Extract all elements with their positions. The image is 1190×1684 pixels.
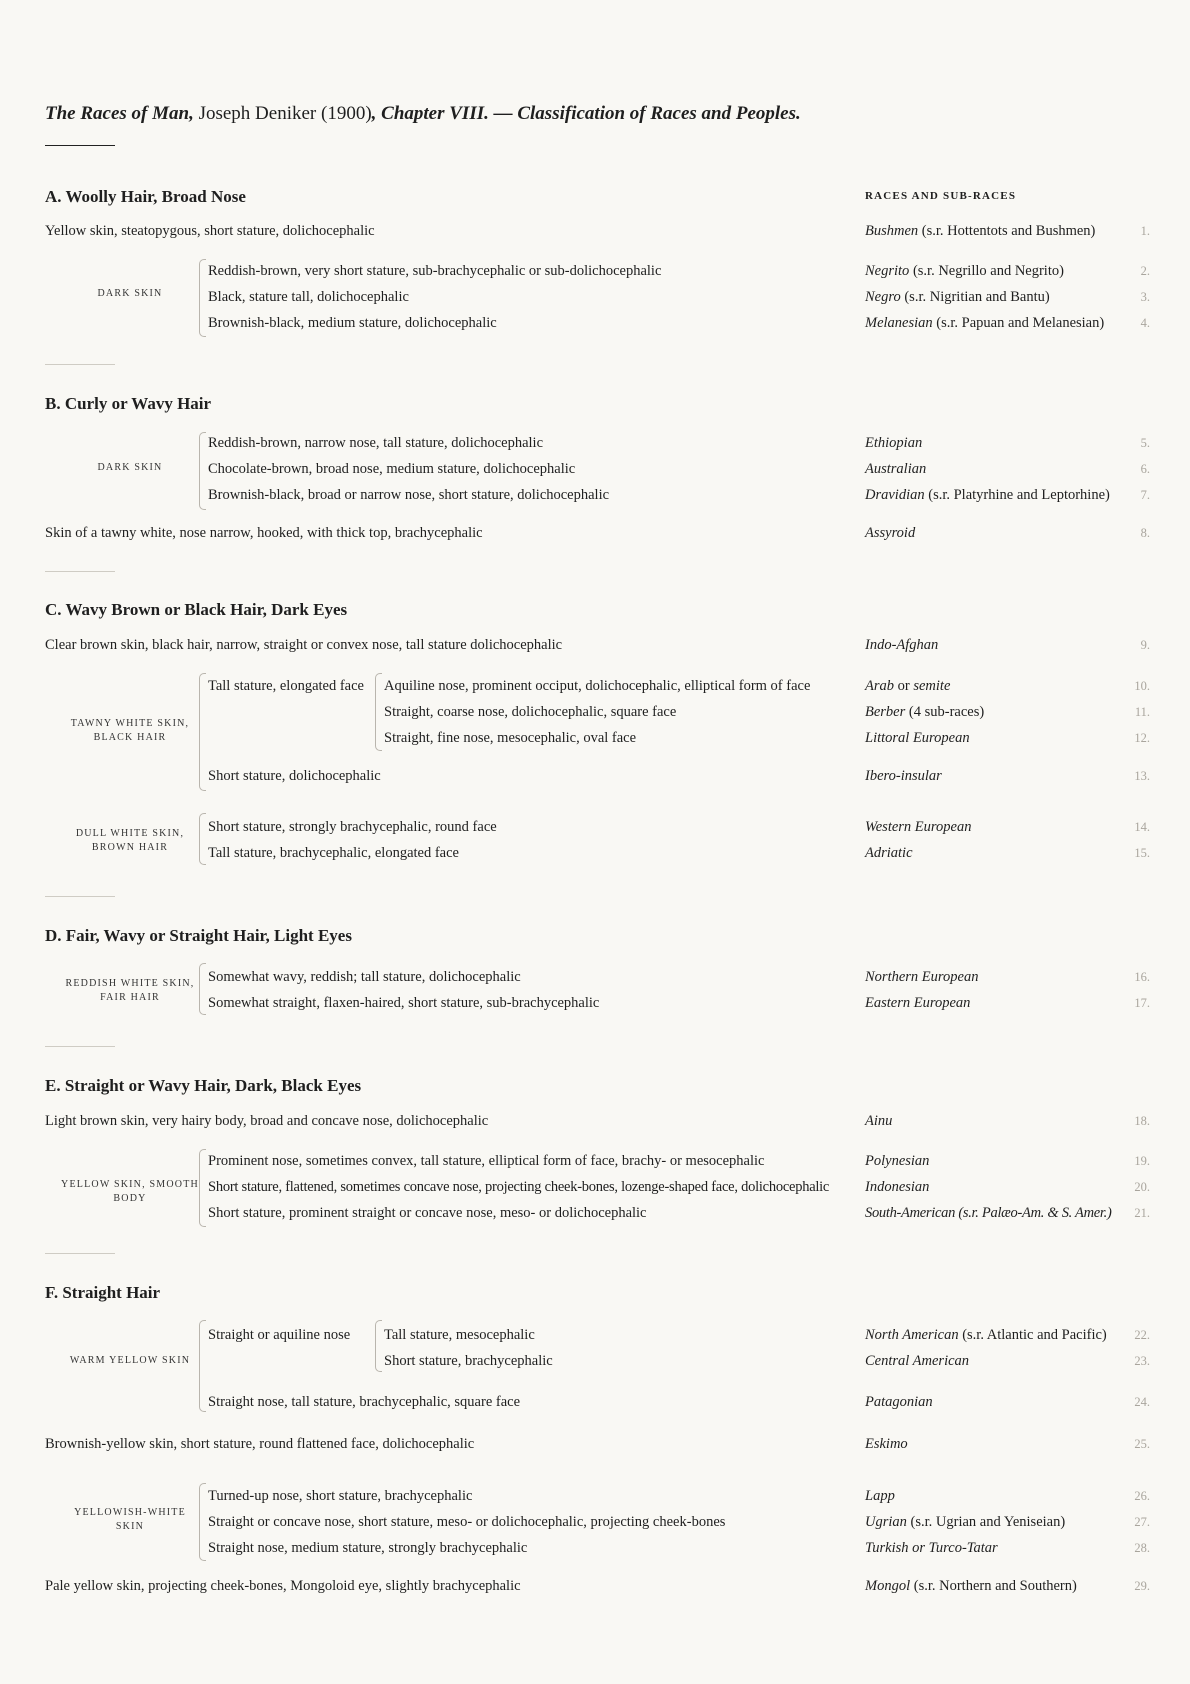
race-subraces: (s.r. Nigritian and Bantu)	[900, 289, 1050, 305]
group-label-tawny-white: TAWNY WHITE SKIN, BLACK HAIR	[70, 718, 190, 743]
race-number-18: 18.	[1134, 1114, 1150, 1128]
race-4	[865, 313, 1104, 333]
bracket	[375, 1320, 382, 1372]
race-11	[865, 702, 984, 722]
race-name: Northern European	[865, 969, 979, 985]
desc-21: Short stature, prominent straight or concave nose, meso- or dolichocephalic	[208, 1205, 647, 1221]
race-subraces: (s.r. Ugrian and Yeniseian)	[906, 1514, 1066, 1530]
group-label-yellow-smooth: YELLOW SKIN, SMOOTH BODY	[61, 1179, 199, 1204]
group-label-warm-yellow: WARM YELLOW SKIN	[69, 1355, 191, 1366]
race-name: Melanesian	[865, 315, 933, 331]
race-number-22: 22.	[1134, 1328, 1150, 1342]
race-17	[865, 993, 970, 1013]
race-subraces: (s.r. Atlantic and Pacific)	[958, 1327, 1107, 1343]
race-2	[865, 261, 1064, 281]
race-number-7: 7.	[1140, 488, 1150, 502]
race-number-26: 26.	[1134, 1489, 1150, 1503]
race-12	[865, 728, 970, 748]
race-number-15: 15.	[1134, 846, 1150, 860]
desc-7: Brownish-black, broad or narrow nose, short stature, dolichocephalic	[208, 487, 610, 503]
race-27	[865, 1512, 1065, 1532]
race-number-29: 29.	[1134, 1579, 1150, 1593]
race-name: Adriatic	[865, 845, 913, 861]
race-name-alt: semite	[913, 678, 951, 694]
race-number-28: 28.	[1134, 1541, 1150, 1555]
desc-4: Brownish-black, medium stature, dolichocephalic	[208, 315, 497, 331]
race-name: Negrito	[865, 263, 910, 279]
desc-18: Light brown skin, very hairy body, broad and concave nose, dolichocephalic	[45, 1113, 489, 1129]
section-e-heading: E. Straight or Wavy Hair, Dark, Black Eyes	[45, 1076, 362, 1095]
race-number-27: 27.	[1134, 1515, 1150, 1529]
race-name: Central American	[865, 1353, 970, 1369]
race-name: Mongol	[865, 1578, 911, 1594]
race-number-24: 24.	[1134, 1395, 1150, 1409]
race-28	[865, 1538, 998, 1558]
subgroup-tall-elongated: Tall stature, elongated face	[208, 678, 364, 694]
section-f-heading: F. Straight Hair	[45, 1283, 161, 1302]
race-number-13: 13.	[1134, 769, 1150, 783]
desc-3: Black, stature tall, dolichocephalic	[208, 289, 409, 305]
race-number-20: 20.	[1134, 1180, 1150, 1194]
race-29	[865, 1576, 1077, 1596]
race-number-3: 3.	[1140, 290, 1150, 304]
race-1	[865, 221, 1095, 241]
desc-2: Reddish-brown, very short stature, sub-brachycephalic or sub-dolichocephalic	[208, 263, 662, 279]
desc-5: Reddish-brown, narrow nose, tall stature, dolichocephalic	[208, 435, 544, 451]
title-rule	[45, 145, 115, 146]
race-name: Eskimo	[865, 1436, 908, 1452]
bracket	[199, 259, 206, 337]
bracket	[199, 1320, 206, 1412]
desc-16: Somewhat wavy, reddish; tall stature, dolichocephalic	[208, 969, 521, 985]
bracket	[199, 1149, 206, 1227]
race-subraces: (s.r. Papuan and Melanesian)	[932, 315, 1105, 331]
race-name: Western European	[865, 819, 972, 835]
section-divider	[45, 364, 115, 365]
race-8	[865, 523, 915, 543]
race-7	[865, 485, 1110, 505]
race-25	[865, 1434, 908, 1454]
race-number-14: 14.	[1134, 820, 1150, 834]
desc-12: Straight, fine nose, mesocephalic, oval face	[384, 730, 637, 746]
race-18	[865, 1111, 892, 1131]
desc-11: Straight, coarse nose, dolichocephalic, square face	[384, 704, 677, 720]
section-a-heading: A. Woolly Hair, Broad Nose	[45, 187, 246, 206]
desc-26: Turned-up nose, short stature, brachycephalic	[208, 1488, 473, 1504]
race-name: Berber	[865, 704, 906, 720]
desc-22: Tall stature, mesocephalic	[384, 1327, 535, 1343]
race-number-23: 23.	[1134, 1354, 1150, 1368]
race-number-17: 17.	[1134, 996, 1150, 1010]
race-name: Australian	[865, 461, 927, 477]
race-24	[865, 1392, 933, 1412]
bracket	[199, 432, 206, 510]
race-name: Ugrian	[865, 1514, 907, 1530]
race-name: Ibero-insular	[865, 768, 942, 784]
desc-29: Pale yellow skin, projecting cheek-bones, Mongoloid eye, slightly brachycephalic	[45, 1578, 521, 1594]
desc-14: Short stature, strongly brachycephalic, round face	[208, 819, 497, 835]
race-name: Ethiopian	[865, 435, 923, 451]
race-name: Bushmen	[865, 223, 919, 239]
race-number-12: 12.	[1134, 731, 1150, 745]
desc-13: Short stature, dolichocephalic	[208, 768, 381, 784]
race-number-11: 11.	[1134, 705, 1150, 719]
bracket	[375, 673, 382, 751]
race-number-19: 19.	[1134, 1154, 1150, 1168]
subgroup-straight-aquiline: Straight or aquiline nose	[208, 1327, 351, 1343]
desc-9: Clear brown skin, black hair, narrow, straight or convex nose, tall stature dolichocephalic	[45, 637, 563, 653]
race-name: Negro	[865, 289, 901, 305]
group-label-yellowish-white: YELLOWISH-WHITE SKIN	[74, 1507, 186, 1532]
desc-10: Aquiline nose, prominent occiput, dolichocephalic, elliptical form of face	[384, 678, 811, 694]
section-d-heading: D. Fair, Wavy or Straight Hair, Light Eyes	[45, 926, 352, 945]
race-15	[865, 843, 913, 863]
section-divider	[45, 1253, 115, 1254]
race-name: Littoral European	[865, 730, 970, 746]
race-number-9: 9.	[1140, 638, 1150, 652]
bracket	[199, 963, 206, 1015]
chapter-title: , Chapter VIII. — Classification of Races and Peoples.	[371, 103, 801, 124]
group-label-dark-skin: DARK SKIN	[97, 462, 163, 473]
race-name: Arab	[865, 678, 894, 694]
race-16	[865, 967, 978, 987]
section-divider	[45, 896, 115, 897]
race-name: Assyroid	[865, 525, 916, 541]
desc-1: Yellow skin, steatopygous, short stature, dolichocephalic	[45, 223, 375, 239]
desc-17: Somewhat straight, flaxen-haired, short stature, sub-brachycephalic	[208, 995, 600, 1011]
race-name: South-American (s.r. Palæo-Am. & S. Amer.)	[865, 1205, 1112, 1221]
column-header: RACES AND SUB-RACES	[865, 190, 1017, 202]
race-22	[865, 1325, 1107, 1345]
race-number-6: 6.	[1140, 462, 1150, 476]
race-name: Dravidian	[865, 487, 925, 503]
section-b-heading: B. Curly or Wavy Hair	[45, 394, 212, 413]
desc-15: Tall stature, brachycephalic, elongated face	[208, 845, 459, 861]
race-subraces: (s.r. Hottentots and Bushmen)	[918, 223, 1096, 239]
page-title	[45, 100, 801, 128]
race-name: Indo-Afghan	[865, 637, 939, 653]
desc-27: Straight or concave nose, short stature, meso- or dolichocephalic, projecting cheek-bones	[208, 1514, 726, 1530]
race-3	[865, 287, 1050, 307]
race-name: Polynesian	[865, 1153, 930, 1169]
race-6	[865, 459, 926, 479]
race-13	[865, 766, 942, 786]
race-name: Indonesian	[865, 1179, 930, 1195]
bracket	[199, 1483, 206, 1561]
author-year: Joseph Deniker (1900)	[193, 103, 372, 124]
race-number-10: 10.	[1134, 679, 1150, 693]
race-subraces: (s.r. Northern and Southern)	[910, 1578, 1077, 1594]
race-5	[865, 433, 922, 453]
race-connector: or	[894, 678, 914, 694]
desc-25: Brownish-yellow skin, short stature, round flattened face, dolichocephalic	[45, 1436, 475, 1452]
desc-23: Short stature, brachycephalic	[384, 1353, 553, 1369]
race-21	[865, 1203, 1112, 1223]
desc-19: Prominent nose, sometimes convex, tall stature, elliptical form of face, brachy- or mesocephalic	[208, 1153, 765, 1169]
desc-8: Skin of a tawny white, nose narrow, hooked, with thick top, brachycephalic	[45, 525, 483, 541]
race-10	[865, 676, 950, 696]
race-9	[865, 635, 938, 655]
book-title: The Races of Man,	[45, 103, 194, 124]
race-subraces: (s.r. Negrillo and Negrito)	[909, 263, 1064, 279]
race-number-16: 16.	[1134, 970, 1150, 984]
race-name: Lapp	[865, 1488, 895, 1504]
desc-28: Straight nose, medium stature, strongly brachycephalic	[208, 1540, 528, 1556]
bracket	[199, 673, 206, 791]
desc-6: Chocolate-brown, broad nose, medium stature, dolichocephalic	[208, 461, 576, 477]
race-name: North American	[865, 1327, 959, 1343]
section-divider	[45, 571, 115, 572]
group-label-reddish-white: REDDISH WHITE SKIN, FAIR HAIR	[65, 978, 195, 1003]
race-number-8: 8.	[1140, 526, 1150, 540]
race-26	[865, 1486, 895, 1506]
section-c-heading: C. Wavy Brown or Black Hair, Dark Eyes	[45, 600, 348, 619]
race-name: Ainu	[865, 1113, 893, 1129]
race-number-5: 5.	[1140, 436, 1150, 450]
race-number-2: 2.	[1140, 264, 1150, 278]
race-19	[865, 1151, 929, 1171]
race-name: Patagonian	[865, 1394, 933, 1410]
desc-24: Straight nose, tall stature, brachycephalic, square face	[208, 1394, 521, 1410]
race-number-1: 1.	[1140, 224, 1150, 238]
race-23	[865, 1351, 969, 1371]
race-subraces: (s.r. Platyrhine and Leptorhine)	[924, 487, 1110, 503]
bracket	[199, 813, 206, 865]
group-label-dull-white: DULL WHITE SKIN, BROWN HAIR	[75, 828, 185, 853]
race-number-21: 21.	[1134, 1206, 1150, 1220]
race-number-25: 25.	[1134, 1437, 1150, 1451]
race-20	[865, 1177, 929, 1197]
section-divider	[45, 1046, 115, 1047]
race-name: Turkish or Turco-Tatar	[865, 1540, 998, 1556]
group-label-dark-skin: DARK SKIN	[97, 288, 163, 299]
race-subraces: (4 sub-races)	[905, 704, 985, 720]
race-14	[865, 817, 971, 837]
desc-20: Short stature, flattened, sometimes concave nose, projecting cheek-bones, lozenge-shaped face, dolichocephalic	[208, 1179, 830, 1195]
race-number-4: 4.	[1140, 316, 1150, 330]
race-name: Eastern European	[865, 995, 971, 1011]
